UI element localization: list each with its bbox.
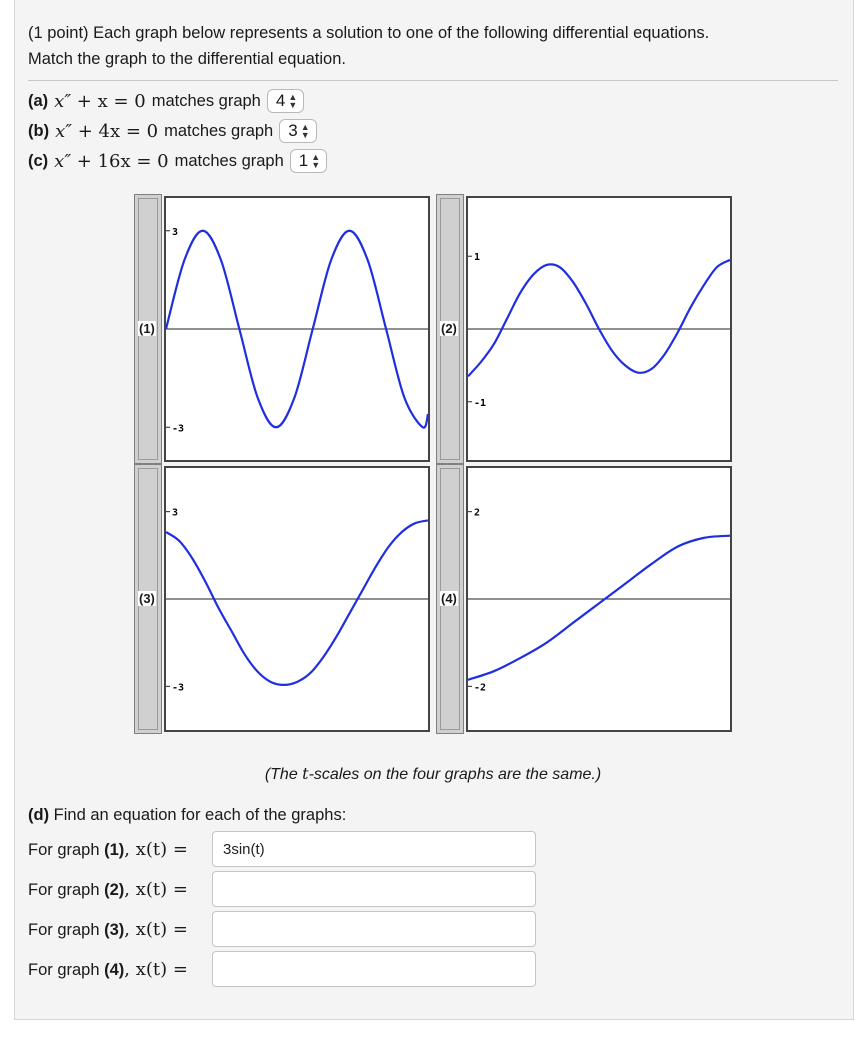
- question-label: (c): [28, 151, 49, 170]
- answer-input-graph-4[interactable]: [212, 951, 536, 987]
- graph-select-a[interactable]: 4 ▲ ▼: [267, 89, 304, 113]
- matches-text: matches graph: [174, 151, 284, 170]
- graph-select-c[interactable]: 1 ▲ ▼: [290, 149, 327, 173]
- tick-label: 3: [172, 507, 179, 519]
- panel-label: (1): [139, 321, 155, 336]
- solution-curve: [166, 520, 428, 684]
- matches-text: matches graph: [164, 121, 274, 140]
- panel-label: (3): [139, 591, 155, 606]
- answer-label: For graph (4), x(t) =: [28, 958, 188, 980]
- question-a: [28, 88, 304, 114]
- question-c: [28, 148, 327, 174]
- matches-text: matches graph: [151, 91, 261, 110]
- equation: x″ + x = 0: [54, 90, 146, 112]
- question-label: (b): [28, 121, 50, 140]
- answer-label: For graph (3), x(t) =: [28, 918, 188, 940]
- graph-select-b[interactable]: 3 ▲ ▼: [279, 119, 316, 143]
- graph-panel-2: [436, 194, 736, 464]
- tick-label: 3: [172, 226, 179, 238]
- tick-label: -2: [474, 682, 487, 694]
- answer-input-graph-2[interactable]: [212, 871, 536, 907]
- graph-panel-3: [134, 464, 434, 734]
- plot-area: [164, 196, 430, 462]
- answer-label: For graph (2), x(t) =: [28, 878, 188, 900]
- question-b: [28, 118, 317, 144]
- stepper-arrows-icon: ▲ ▼: [311, 152, 321, 170]
- tick-label: -1: [474, 397, 487, 409]
- intro-line-1: (1 point) Each graph below represents a solution to one of the following differential equations.: [28, 24, 710, 42]
- intro-line-2: Match the graph to the differential equation.: [28, 50, 346, 68]
- graph-3-svg: [166, 468, 428, 730]
- equation: x″ + 4x = 0: [55, 120, 159, 142]
- equation: x″ + 16x = 0: [54, 150, 169, 172]
- answer-row-1: [28, 830, 212, 868]
- tick-label: 1: [474, 252, 481, 264]
- plot-area: [164, 466, 430, 732]
- panel-label: (4): [441, 591, 457, 606]
- answer-input-graph-3[interactable]: [212, 911, 536, 947]
- panel-label: (2): [441, 321, 457, 336]
- graph-2-svg: [468, 198, 730, 460]
- graphs-grid: [134, 194, 736, 734]
- divider: [28, 80, 838, 81]
- solution-curve: [468, 260, 730, 376]
- graph-1-svg: [166, 198, 428, 460]
- graph-panel-1: [134, 194, 434, 464]
- answer-input-graph-1[interactable]: [212, 831, 536, 867]
- tick-label: -3: [172, 423, 185, 435]
- plot-area: [466, 196, 732, 462]
- answer-row-2: [28, 870, 212, 908]
- question-label: (a): [28, 91, 49, 110]
- answer-row-4: [28, 950, 212, 988]
- answer-row-3: [28, 910, 212, 948]
- stepper-arrows-icon: ▲ ▼: [288, 92, 298, 110]
- solution-curve: [468, 536, 730, 680]
- problem-intro: [28, 20, 828, 72]
- t-scale-caption: (The t-scales on the four graphs are the same.): [264, 764, 602, 783]
- tick-label: 2: [474, 507, 481, 519]
- answer-label: For graph (1), x(t) =: [28, 838, 188, 860]
- graph-panel-4: [436, 464, 736, 734]
- part-d-heading: (d) Find an equation for each of the graphs:: [28, 806, 347, 824]
- graph-4-svg: [468, 468, 730, 730]
- stepper-arrows-icon: ▲ ▼: [300, 122, 310, 140]
- plot-area: [466, 466, 732, 732]
- tick-label: -3: [172, 682, 185, 694]
